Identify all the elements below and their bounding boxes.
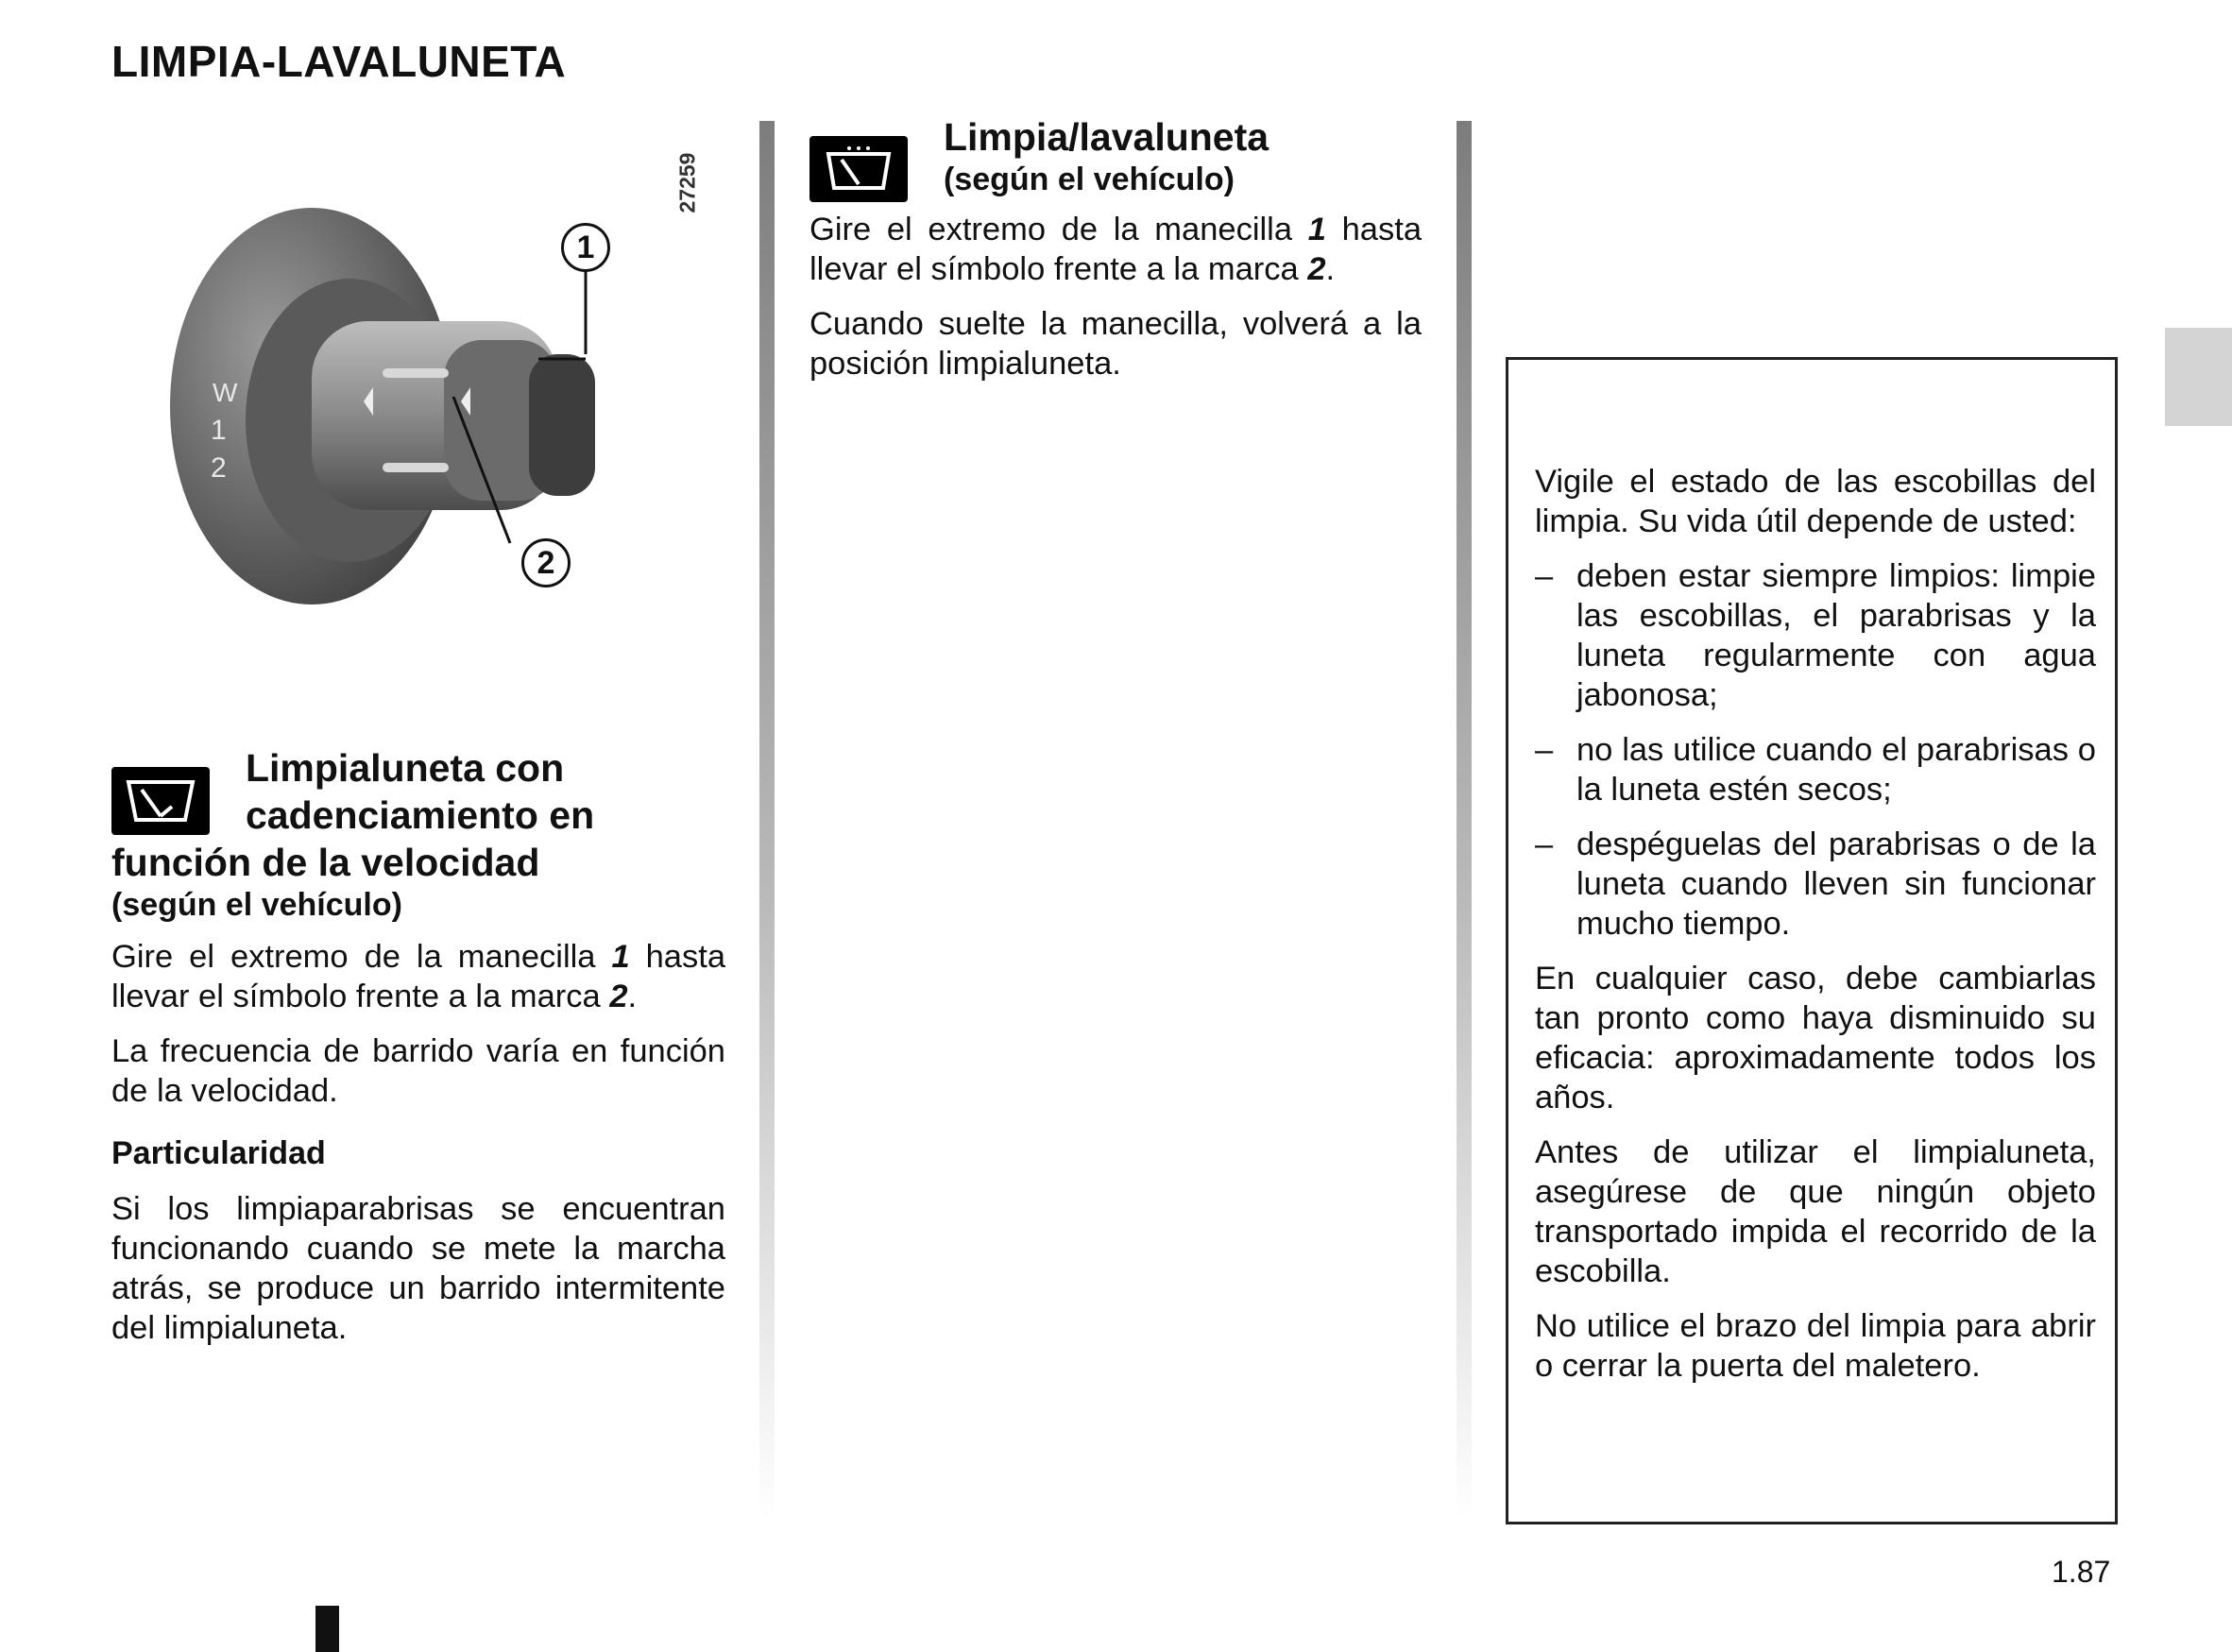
middle-paragraph-2: Cuando suelte la manecilla, volverá a la posición limpialuneta. [809,306,1422,382]
column-divider-left [759,121,775,1519]
page-title: LIMPIA-LAVALUNETA [111,37,567,86]
note-intro: Vigile el estado de las escobillas del limpia. Su vida útil depende de usted: [1535,464,2096,539]
particularity-heading: Particularidad [111,1135,326,1171]
chapter-tab [2165,328,2232,426]
section-heading-line2: cadenciamiento en [246,793,595,837]
dial-label-2: 2 [211,452,227,484]
section-subheading: (según el vehículo) [111,887,402,923]
section-heading-line3: función de la velocidad [111,841,540,884]
page-number: 1.87 [2052,1555,2111,1589]
middle-section [809,113,1422,383]
note-paragraph-2: En cualquier caso, debe cambiarlas tan pronto como haya disminuido su eficacia: aproximadamente todos los años. [1535,961,2096,1116]
column-divider-right [1457,121,1472,1519]
left-section [111,744,725,1348]
note-paragraph-4: No utilice el brazo del limpia para abrir o cerrar la puerta del maletero. [1535,1308,2096,1384]
svg-text:W: W [213,378,238,407]
middle-subheading: (según el vehículo) [944,162,1235,197]
middle-paragraph-1: Gire el extremo de la manecilla 1 hasta llevar el símbolo frente a la marca 2. [809,212,1423,287]
list-item: – deben estar siempre limpios: limpie las escobillas, el parabrisas y la luneta regularmente con agua jabonosa; [1535,556,2096,715]
callout-1: 1 [561,223,610,272]
list-item: – no las utilice cuando el parabrisas o la luneta estén secos; [1535,730,2096,809]
section-paragraph-2: La frecuencia de barrido varía en función de la velocidad. [111,1033,725,1109]
section-paragraph-1: Gire el extremo de la manecilla 1 hasta llevar el símbolo frente a la marca 2. [111,939,726,1014]
figure-code: 27259 [674,152,700,213]
dial-label-1: 1 [211,415,227,446]
wiper-stalk-illustration [161,208,690,642]
list-item: – despéguelas del parabrisas o de la luneta cuando lleven sin funcionar mucho tiempo. [1535,825,2096,944]
note-paragraph-3: Antes de utilizar el limpialuneta, asegúrese de que ningún objeto transportado impida el recorrido de la escobilla. [1535,1134,2096,1289]
footer-marker [315,1606,339,1652]
note-list [1535,556,2096,944]
callout-2: 2 [521,538,571,588]
warning-note-box [1506,357,2118,1524]
section-heading-line1: Limpialuneta con [246,746,565,790]
stalk-drawing [161,208,690,642]
middle-heading: Limpia/lavaluneta [944,115,1269,159]
particularity-text: Si los limpiaparabrisas se encuentran funcionando cuando se mete la marcha atrás, se produce un barrido intermitente del limpialuneta. [111,1191,725,1346]
